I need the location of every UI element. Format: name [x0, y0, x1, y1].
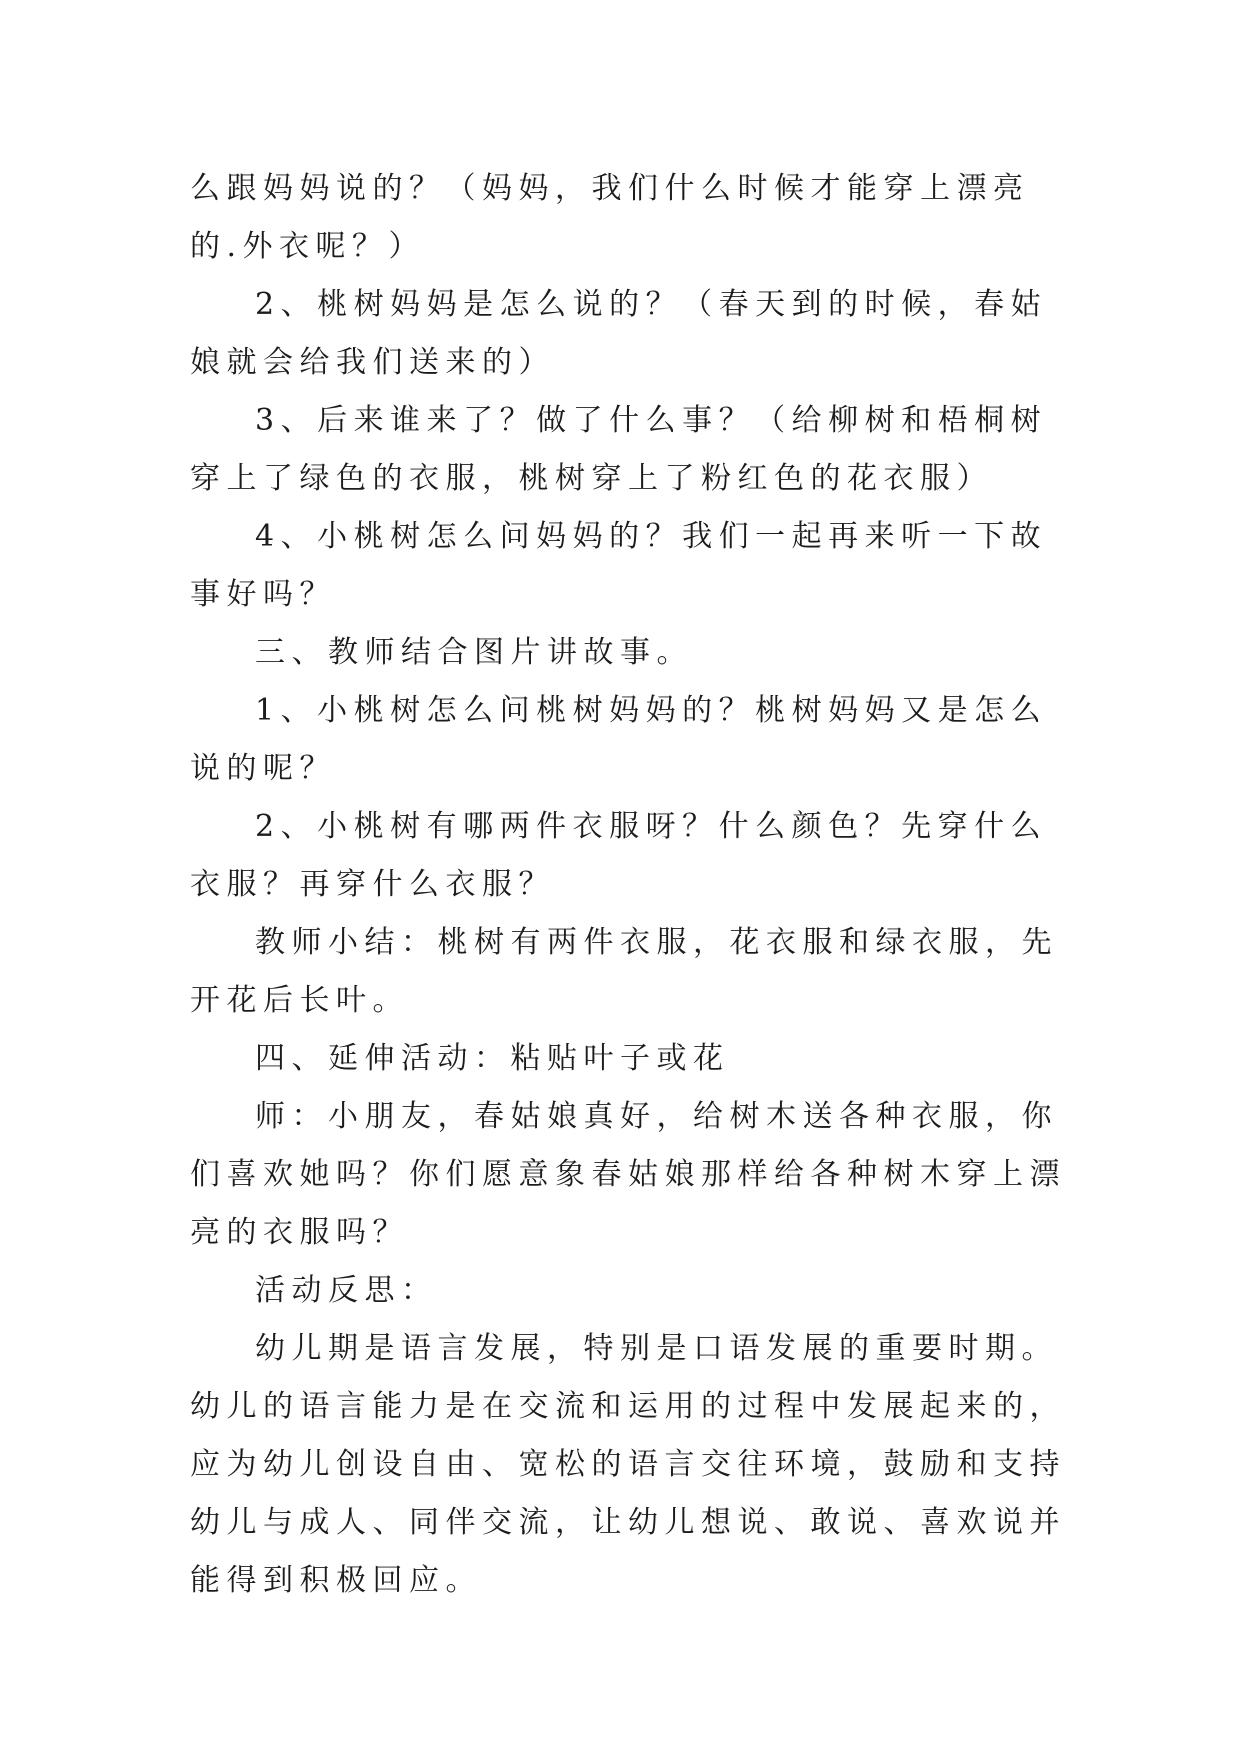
paragraph-story-question-1: 1、小桃树怎么问桃树妈妈的？桃树妈妈又是怎么说的呢？	[190, 693, 1048, 786]
paragraph-story-question-2: 2、小桃树有哪两件衣服呀？什么颜色？先穿什么衣服？再穿什么衣服？	[190, 809, 1048, 902]
paragraph-teacher-speech: 师：小朋友，春姑娘真好，给树木送各种衣服，你们喜欢她吗？你们愿意象春姑娘那样给各种树木穿上漂亮的衣服吗？	[190, 1099, 1066, 1250]
paragraph-question-3: 3、后来谁来了？做了什么事？（给柳树和梧桐树穿上了绿色的衣服，桃树穿上了粉红色的花衣服）	[190, 403, 1048, 496]
paragraph-question-2: 2、桃树妈妈是怎么说的？（春天到的时候，春姑娘就会给我们送来的）	[190, 287, 1048, 380]
section-heading-4: 四、延伸活动：粘贴叶子或花	[255, 1041, 730, 1076]
paragraph-continuation: 么跟妈妈说的？（妈妈，我们什么时候才能穿上漂亮的.外衣呢？）	[190, 171, 1030, 264]
paragraph-teacher-summary: 教师小结：桃树有两件衣服，花衣服和绿衣服，先开花后长叶。	[190, 925, 1058, 1018]
paragraph-question-4: 4、小桃树怎么问妈妈的？我们一起再来听一下故事好吗？	[190, 519, 1048, 612]
reflection-heading: 活动反思：	[255, 1273, 438, 1308]
document-body	[190, 160, 1066, 1610]
paragraph-reflection: 幼儿期是语言发展，特别是口语发展的重要时期。幼儿的语言能力是在交流和运用的过程中发展起来的，应为幼儿创设自由、宽松的语言交往环境，鼓励和支持幼儿与成人、同伴交流，让幼儿想说、敢说、喜欢说并能得到积极回应。	[190, 1331, 1066, 1598]
section-heading-3: 三、教师结合图片讲故事。	[255, 635, 693, 670]
